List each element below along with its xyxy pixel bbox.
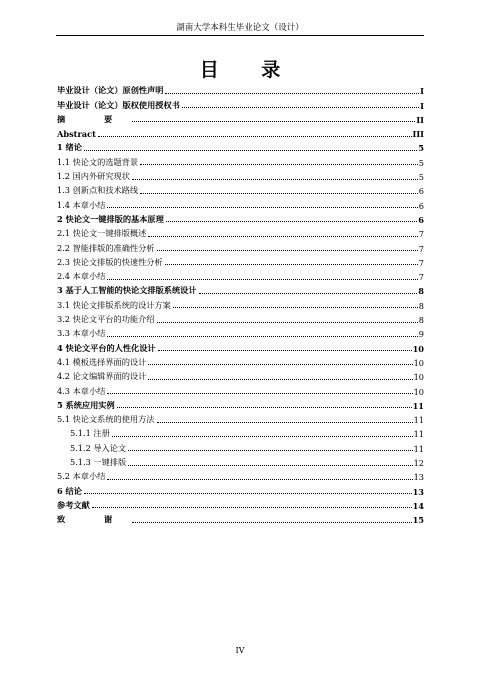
toc-entry[interactable] — [57, 296, 424, 310]
toc-entry-page: 12 — [413, 458, 424, 469]
toc-entry[interactable] — [57, 125, 424, 139]
toc-entry-page: 10 — [412, 343, 424, 354]
toc-entry[interactable] — [57, 354, 424, 368]
toc-entry[interactable] — [57, 325, 424, 339]
toc-entry[interactable] — [57, 182, 424, 196]
toc-entry[interactable] — [57, 511, 424, 525]
dot-leader — [158, 350, 412, 351]
toc-entry-text: 5.1.2 导入论文 — [70, 442, 127, 453]
toc-entry[interactable] — [57, 96, 424, 110]
dot-leader — [128, 465, 412, 466]
toc-entry-text: 致 谢 — [57, 514, 131, 525]
toc-entry-text: 2.3 快论文排版的快速性分析 — [57, 256, 163, 267]
dot-leader — [173, 307, 418, 308]
toc-entry-text: 5.1.3 一键排版 — [70, 457, 127, 468]
toc-entry-page: 8 — [418, 315, 424, 326]
toc-entry-page: 6 — [418, 214, 424, 225]
dot-leader — [132, 121, 415, 122]
page-header: 湖南大学本科生毕业论文（设计） — [176, 23, 304, 33]
toc-entry-text: 2 快论文一键排版的基本原理 — [57, 213, 164, 224]
toc-entry[interactable] — [57, 382, 424, 396]
dot-leader — [148, 379, 412, 380]
toc-entry[interactable] — [57, 482, 424, 496]
toc-entry-page: 6 — [418, 186, 424, 197]
dot-leader — [182, 107, 419, 108]
toc-entry-page: 11 — [413, 429, 424, 440]
toc-entry-text: 1.4 本章小结 — [57, 199, 106, 210]
toc-entry-page: 11 — [413, 415, 424, 426]
toc-entry-page: 6 — [418, 200, 424, 211]
toc-entry[interactable] — [57, 225, 424, 239]
toc-entry-text: 毕业设计（论文）原创性声明 — [57, 85, 164, 96]
toc-entry[interactable] — [57, 339, 424, 353]
table-of-contents — [57, 82, 424, 525]
toc-entry-page: 8 — [418, 286, 424, 297]
toc-entry[interactable] — [57, 411, 424, 425]
toc-entry-page: 14 — [412, 500, 424, 511]
dot-leader — [157, 422, 413, 423]
toc-entry-text: 5.2 本章小结 — [57, 471, 106, 482]
toc-entry-text: 2.2 智能排版的准确性分析 — [57, 242, 155, 253]
toc-entry[interactable] — [57, 397, 424, 411]
dot-leader — [107, 393, 412, 394]
toc-entry-page: 13 — [412, 486, 424, 497]
toc-entry-page: 11 — [413, 443, 424, 454]
toc-entry-page: I — [420, 86, 424, 97]
toc-entry-text: 3.3 本章小结 — [57, 328, 106, 339]
page-number: IV — [235, 646, 245, 655]
toc-entry-text: 5 系统应用实例 — [57, 399, 115, 410]
toc-entry-page: II — [416, 114, 424, 125]
toc-entry[interactable] — [57, 439, 424, 453]
toc-entry-page: 9 — [418, 329, 424, 340]
toc-entry-text: 摘 要 — [57, 113, 131, 124]
dot-leader — [107, 336, 417, 337]
toc-entry[interactable] — [57, 497, 424, 511]
toc-entry[interactable] — [57, 268, 424, 282]
toc-entry-text: 参考文献 — [57, 499, 90, 510]
dot-leader — [84, 150, 417, 151]
toc-entry-page: 7 — [418, 272, 424, 283]
toc-entry[interactable] — [57, 468, 424, 482]
dot-leader — [148, 364, 412, 365]
toc-entry-text: 4.3 本章小结 — [57, 385, 106, 396]
dot-leader — [166, 221, 417, 222]
toc-entry-text: 4.2 论文编辑界面的设计 — [57, 371, 147, 382]
toc-entry-text: 3.2 快论文平台的功能介绍 — [57, 314, 155, 325]
dot-leader — [107, 207, 417, 208]
toc-entry-text: 1.1 快论文的选题背景 — [57, 156, 139, 167]
toc-entry-page: 10 — [413, 372, 424, 383]
toc-entry[interactable] — [57, 168, 424, 182]
dot-leader — [132, 522, 411, 523]
toc-entry[interactable] — [57, 82, 424, 96]
toc-entry[interactable] — [57, 425, 424, 439]
dot-leader — [132, 179, 418, 180]
toc-entry-text: 1.2 国内外研究现状 — [57, 171, 130, 182]
header-rule — [56, 35, 424, 36]
toc-entry-page: III — [412, 129, 424, 140]
toc-entry-text: 毕业设计（论文）版权使用授权书 — [57, 99, 180, 110]
toc-entry-text: 5.1 快论文系统的使用方法 — [57, 414, 155, 425]
dot-leader — [165, 93, 419, 94]
toc-entry-text: 3 基于人工智能的快论文排版系统设计 — [57, 285, 197, 296]
toc-entry[interactable] — [57, 196, 424, 210]
dot-leader — [157, 322, 418, 323]
toc-entry-text: 4.1 模板选择界面的设计 — [57, 356, 147, 367]
dot-leader — [165, 264, 418, 265]
toc-entry[interactable] — [57, 368, 424, 382]
toc-entry-page: 7 — [418, 243, 424, 254]
toc-entry-text: 5.1.1 注册 — [70, 428, 110, 439]
toc-entry-page: 10 — [413, 386, 424, 397]
toc-entry-page: 5 — [418, 172, 424, 183]
dot-leader — [107, 279, 417, 280]
dot-leader — [140, 164, 418, 165]
toc-entry[interactable] — [57, 211, 424, 225]
toc-entry[interactable] — [57, 282, 424, 296]
dot-leader — [199, 293, 418, 294]
toc-entry[interactable] — [57, 153, 424, 167]
toc-entry-page: 15 — [412, 515, 424, 526]
dot-leader — [98, 136, 412, 137]
toc-entry-page: 5 — [418, 157, 424, 168]
dot-leader — [128, 450, 412, 451]
toc-entry-page: I — [420, 100, 424, 111]
toc-entry-page: 10 — [413, 357, 424, 368]
toc-title: 目 录 — [199, 59, 299, 81]
dot-leader — [84, 493, 412, 494]
dot-leader — [157, 250, 418, 251]
toc-entry[interactable] — [57, 111, 424, 125]
toc-entry-page: 7 — [418, 257, 424, 268]
dot-leader — [112, 436, 413, 437]
toc-entry[interactable] — [57, 139, 424, 153]
toc-entry-text: 4 快论文平台的人性化设计 — [57, 342, 156, 353]
dot-leader — [92, 507, 412, 508]
toc-entry-text: 3.1 快论文排版系统的设计方案 — [57, 299, 171, 310]
toc-entry-text: 6 结论 — [57, 485, 82, 496]
toc-entry-text: 1 绪论 — [57, 142, 82, 153]
toc-entry-page: 7 — [418, 229, 424, 240]
dot-leader — [140, 193, 418, 194]
toc-entry-text: 2.1 快论文一键排版概述 — [57, 228, 147, 239]
toc-entry[interactable] — [57, 311, 424, 325]
toc-entry-text: 2.4 本章小结 — [57, 271, 106, 282]
dot-leader — [107, 479, 412, 480]
toc-entry-page: 8 — [418, 300, 424, 311]
toc-entry[interactable] — [57, 254, 424, 268]
toc-entry-page: 5 — [418, 143, 424, 154]
dot-leader — [117, 407, 412, 408]
toc-entry-page: 11 — [412, 400, 424, 411]
toc-entry[interactable] — [57, 239, 424, 253]
toc-entry[interactable] — [57, 454, 424, 468]
toc-entry-text: Abstract — [57, 129, 96, 140]
toc-entry-page: 13 — [413, 472, 424, 483]
dot-leader — [148, 236, 417, 237]
toc-entry-text: 1.3 创新点和技术路线 — [57, 185, 139, 196]
